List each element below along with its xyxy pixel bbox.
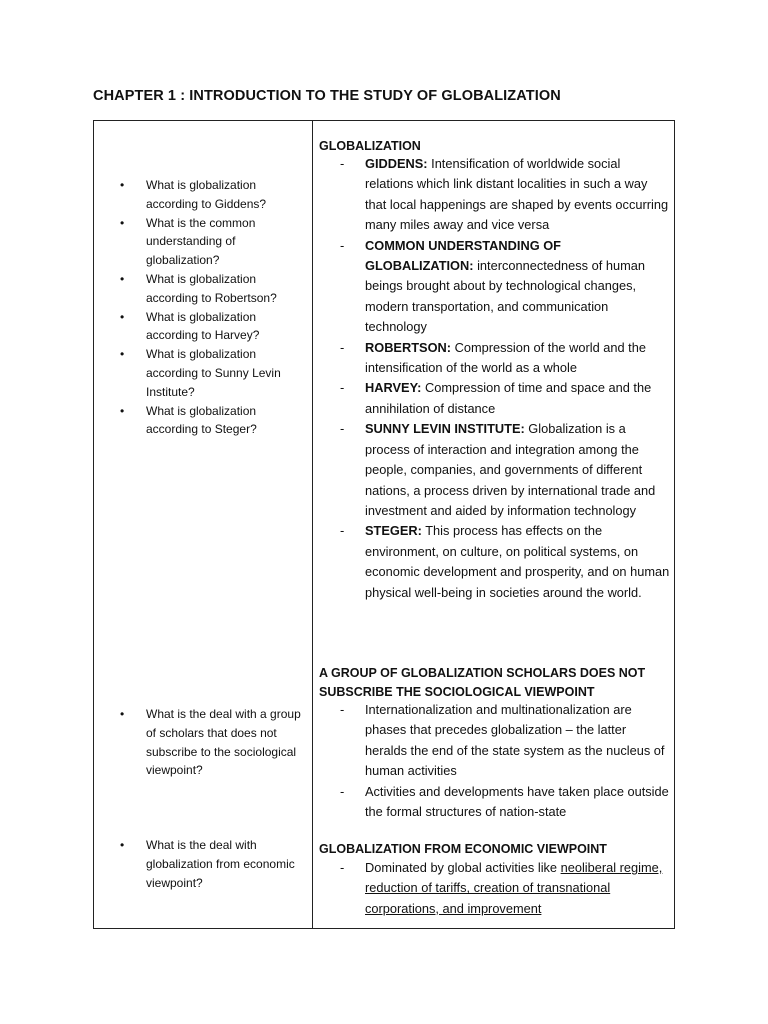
question-item: • What is the common understanding of globalization? [120,215,256,268]
bullet-icon: • [120,271,125,286]
column-divider [312,120,313,929]
bullet-icon: • [120,309,125,324]
bullet-icon: • [120,215,125,230]
bullet-icon: • [120,403,125,418]
question-item: • What is globalization according to Sunny Levin Institute? [120,347,281,399]
definition-item-sunny-levin: - SUNNY LEVIN INSTITUTE: Globalization is a process of interaction and integration among the people, companies, and governments of different nations, a process driven by international trade and investment and aided by information technology [340,421,656,518]
question-item: • What is the deal with a group of scholars that does not subscribe to the sociological viewpoint? [120,707,301,778]
definition-list [340,154,670,603]
definition-item-common: - COMMON UNDERSTANDING OF GLOBALIZATION: interconnectedness of human beings brought about by technological changes, modern transportation, and communication technology [340,237,645,335]
bullet-icon: • [120,838,125,852]
economic-list [340,858,670,919]
question-item: • What is globalization according to Steger? [120,403,257,437]
question-list-scholars [120,705,312,780]
underlined-text: neoliberal regime, reduction of tariffs, creation of transnational corporations, and improvement [365,860,663,916]
bullet-icon: • [120,707,125,721]
question-list-globalization [120,176,306,439]
section-heading-globalization: GLOBALIZATION [319,139,421,153]
section-heading-scholars: A GROUP OF GLOBALIZATION SCHOLARS DOES NOT SUBSCRIBE THE SOCIOLOGICAL VIEWPOINT [319,666,646,699]
question-item: • What is globalization according to Giddens? [120,178,267,211]
bullet-icon: • [120,178,125,192]
economic-item: - Dominated by global activities like neoliberal regime, reduction of tariffs, creation of transnational corporations, and improvement [340,860,663,916]
scholars-item: - Internationalization and multinationalization are phases that precedes globalization – the latter heralds the end of the state system as the nucleus of human activities [340,702,665,779]
definition-item-harvey: - HARVEY: Compression of time and space and the annihilation of distance [340,380,652,416]
definition-item-steger: - STEGER: This process has effects on the environment, on culture, on political systems, on economic development and prosperity, and on human physical well-being in societies around the world. [340,523,670,600]
page-title: CHAPTER 1 : INTRODUCTION TO THE STUDY OF GLOBALIZATION [93,88,561,104]
scholars-list [340,700,670,822]
question-item: • What is globalization according to Harvey? [120,309,260,343]
definition-item-giddens: - GIDDENS: Intensification of worldwide social relations which link distant localities in such a way that local happenings are shaped by events occurring many miles away and vice versa [340,156,669,233]
definition-item-robertson: - ROBERTSON: Compression of the world and the intensification of the world as a whole [340,339,646,376]
question-item: • What is the deal with globalization from economic viewpoint? [120,838,295,890]
bullet-icon: • [120,347,125,362]
question-item: • What is globalization according to Robertson? [120,271,277,305]
question-list-economic [120,836,306,892]
scholars-item: - Activities and developments have taken place outside the formal structures of nation-state [340,783,669,820]
section-heading-economic: GLOBALIZATION FROM ECONOMIC VIEWPOINT [319,842,607,856]
